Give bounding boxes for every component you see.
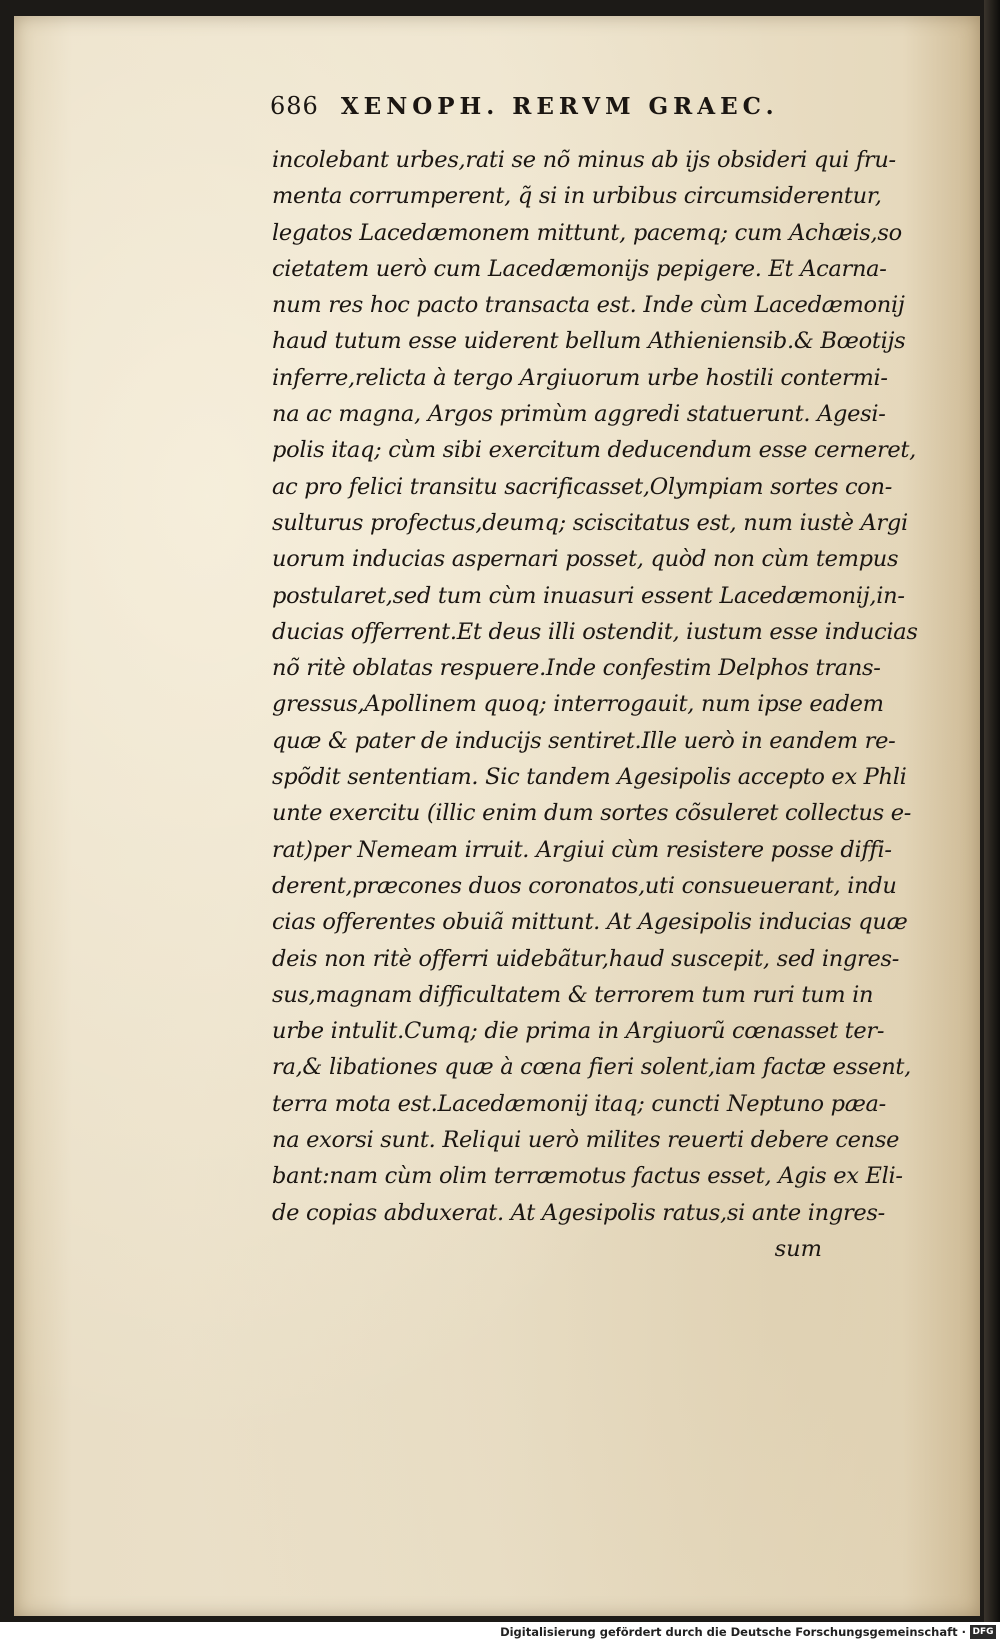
dfg-logo: DFG: [970, 1625, 996, 1639]
text-line: postularet,sed tum cùm inuasuri essent Lacedæmonij,in-: [272, 582, 905, 609]
text-line: bant:nam cùm olim terræmotus factus esset, Agis ex Eli-: [272, 1163, 903, 1190]
text-line: ra,& libationes quæ à cœna fieri solent,iam factæ essent,: [272, 1054, 911, 1081]
catchword: sum: [774, 1235, 822, 1262]
book-spine: [984, 0, 1000, 1622]
text-line: gressus,Apollinem quoq; interrogauit, num ipse eadem: [272, 691, 884, 718]
text-line: nõ ritè oblatas respuere.Inde confestim Delphos trans-: [272, 655, 881, 682]
text-line: quæ & pater de inducijs sentiret.Ille uerò in eandem re-: [272, 727, 896, 754]
text-line: derent,præcones duos coronatos,uti consueuerant, indu: [272, 872, 897, 899]
text-line: incolebant urbes,rati se nõ minus ab ijs obsideri qui fru-: [272, 147, 896, 173]
text-line: cietatem uerò cum Lacedæmonijs pepigere. Et Acarna-: [272, 255, 887, 282]
text-line: deis non ritè offerri uidebãtur,haud suscepit, sed ingres-: [272, 945, 900, 972]
text-line: de copias abduxerat. At Agesipolis ratus,si ante ingres-: [272, 1199, 885, 1226]
text-line: terra mota est.Lacedæmonij itaq; cuncti Neptuno pæa-: [272, 1090, 886, 1117]
page-header: [270, 92, 850, 132]
page-number: 686: [270, 92, 319, 120]
text-line: na exorsi sunt. Reliqui uerò milites reuerti debere cense: [272, 1127, 900, 1154]
funding-credit: Digitalisierung gefördert durch die Deutsche Forschungsgemeinschaft ·: [500, 1625, 966, 1639]
text-line: unte exercitu (illic enim dum sortes cõsuleret collectus e-: [272, 800, 912, 827]
running-title: XENOPH. RERVM GRAEC.: [340, 93, 779, 120]
text-line: uorum inducias aspernari posset, quòd non cùm tempus: [272, 546, 899, 573]
text-line: ac pro felici transitu sacrificasset,Olympiam sortes con-: [272, 473, 893, 500]
text-line: spõdit sententiam. Sic tandem Agesipolis accepto ex Phli: [272, 764, 907, 791]
text-line: urbe intulit.Cumq; die prima in Argiuorũ cœnasset ter-: [272, 1018, 885, 1045]
text-line: ducias offerrent.Et deus illi ostendit, iustum esse inducias: [272, 618, 918, 645]
text-line: haud tutum esse uiderent bellum Athieniensib.& Bœotijs: [272, 328, 906, 355]
text-line: sus,magnam difficultatem & terrorem tum ruri tum in: [272, 981, 874, 1008]
text-line: menta corrumperent, q̃ si in urbibus circumsiderentur,: [272, 183, 882, 210]
text-line: cias offerentes obuiã mittunt. At Agesipolis inducias quæ: [272, 909, 908, 936]
body-text: [272, 142, 918, 1267]
text-line: rat)per Nemeam irruit. Argiui cùm resistere posse diffi-: [272, 836, 892, 863]
text-line: legatos Lacedæmonem mittunt, pacemq; cum Achæis,so: [272, 219, 902, 246]
text-line: sulturus profectus,deumq; sciscitatus est, num iustè Argi: [272, 509, 908, 536]
text-line: num res hoc pacto transacta est. Inde cùm Lacedæmonij: [272, 292, 905, 319]
text-line: inferre,relicta à tergo Argiuorum urbe hostili contermi-: [272, 364, 888, 391]
text-line: na ac magna, Argos primùm aggredi statuerunt. Agesi-: [272, 401, 886, 428]
text-line: polis itaq; cùm sibi exercitum deducendum esse cerneret,: [272, 437, 917, 464]
